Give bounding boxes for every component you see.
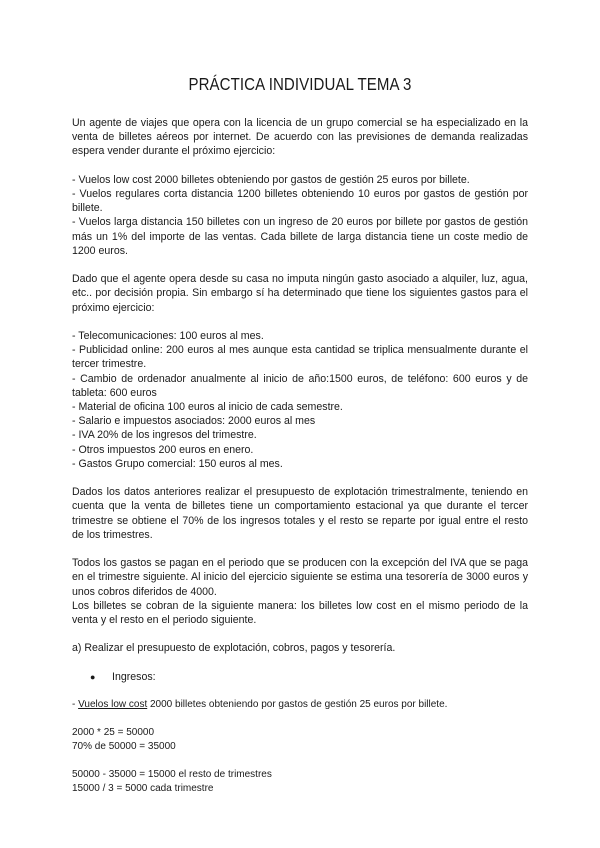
lowcost-rest: 2000 billetes obteniendo por gastos de gestión 25 euros por billete.	[147, 699, 448, 711]
calc-line: 2000 * 25 = 50000	[72, 727, 155, 739]
sales-item: - Vuelos larga distancia 150 billetes con un ingreso de 20 euros por billete por gastos de gestión más un 1% del importe de las ventas. Cada billete de larga distancia tiene un coste medio de 1200 euros.	[72, 216, 528, 257]
expense-item: - Otros impuestos 200 euros en enero.	[72, 443, 254, 456]
budget-paragraph: Dados los datos anteriores realizar el presupuesto de explotación trimestralmente, teniendo en cuenta que la venta de billetes tiene un comportamiento estacional ya que durante el tercer trimestre se obtiene el 70% de los ingresos totales y el resto se reparte por igual entre el resto de los trimestres.	[72, 486, 528, 541]
income-bullet-label: Ingresos:	[112, 670, 156, 683]
lowcost-line	[72, 698, 528, 712]
page-title: PRÁCTICA INDIVIDUAL TEMA 3	[188, 74, 412, 94]
calc-line: 50000 - 35000 = 15000 el resto de trimestres	[72, 768, 272, 780]
income-bullet	[90, 670, 528, 684]
document-body	[72, 116, 528, 796]
calc-line: 15000 / 3 = 5000 cada trimestre	[72, 782, 214, 794]
expense-item: - Material de oficina 100 euros al inicio de cada semestre.	[72, 401, 343, 414]
expense-item: - Publicidad online: 200 euros al mes aunque esta cantidad se triplica mensualmente durante el tercer trimestre.	[72, 344, 528, 371]
expense-item: - Gastos Grupo comercial: 150 euros al mes.	[72, 457, 283, 470]
sales-item: - Vuelos regulares corta distancia 1200 billetes obteniendo 10 euros por gastos de gestión por billete.	[72, 188, 528, 215]
expense-item: - Cambio de ordenador anualmente al inicio de año:1500 euros, de teléfono: 600 euros y de tableta: 600 euros	[72, 372, 528, 399]
lowcost-label: Vuelos low cost	[78, 699, 148, 711]
expense-item: - Telecomunicaciones: 100 euros al mes.	[72, 330, 264, 342]
expense-item: - Salario e impuestos asociados: 2000 euros al mes	[72, 415, 316, 428]
bullet-dot-icon: ●	[90, 671, 96, 682]
payments-paragraph: Todos los gastos se pagan en el periodo que se producen con la excepción del IVA que se paga en el trimestre siguiente. Al inicio del ejercicio siguiente se estima una tesorería de 3000 euros y unos cobros diferidos de 4000.	[72, 557, 528, 598]
question-a: a) Realizar el presupuesto de explotación, cobros, pagos y tesorería.	[72, 642, 396, 655]
collections-paragraph: Los billetes se cobran de la siguiente manera: los billetes low cost en el mismo periodo de la venta y el resto en el periodo siguiente.	[72, 599, 528, 627]
intro-paragraph: Un agente de viajes que opera con la licencia de un grupo comercial se ha especializado en la venta de billetes aéreos por internet. De acuerdo con las previsiones de demanda realizadas espera vender durante el próximo ejercicio:	[72, 117, 528, 158]
lowcost-prefix: -	[72, 699, 79, 711]
sales-item: - Vuelos low cost 2000 billetes obteniendo por gastos de gestión 25 euros por billete.	[72, 173, 470, 186]
expenses-intro-paragraph: Dado que el agente opera desde su casa no imputa ningún gasto asociado a alquiler, luz, agua, etc.. por decisión propia. Sin embargo sí ha determinado que tiene los siguientes gastos para el próximo ejercicio:	[72, 273, 528, 314]
expense-item: - IVA 20% de los ingresos del trimestre.	[72, 429, 257, 442]
calc-line: 70% de 50000 = 35000	[72, 740, 176, 752]
